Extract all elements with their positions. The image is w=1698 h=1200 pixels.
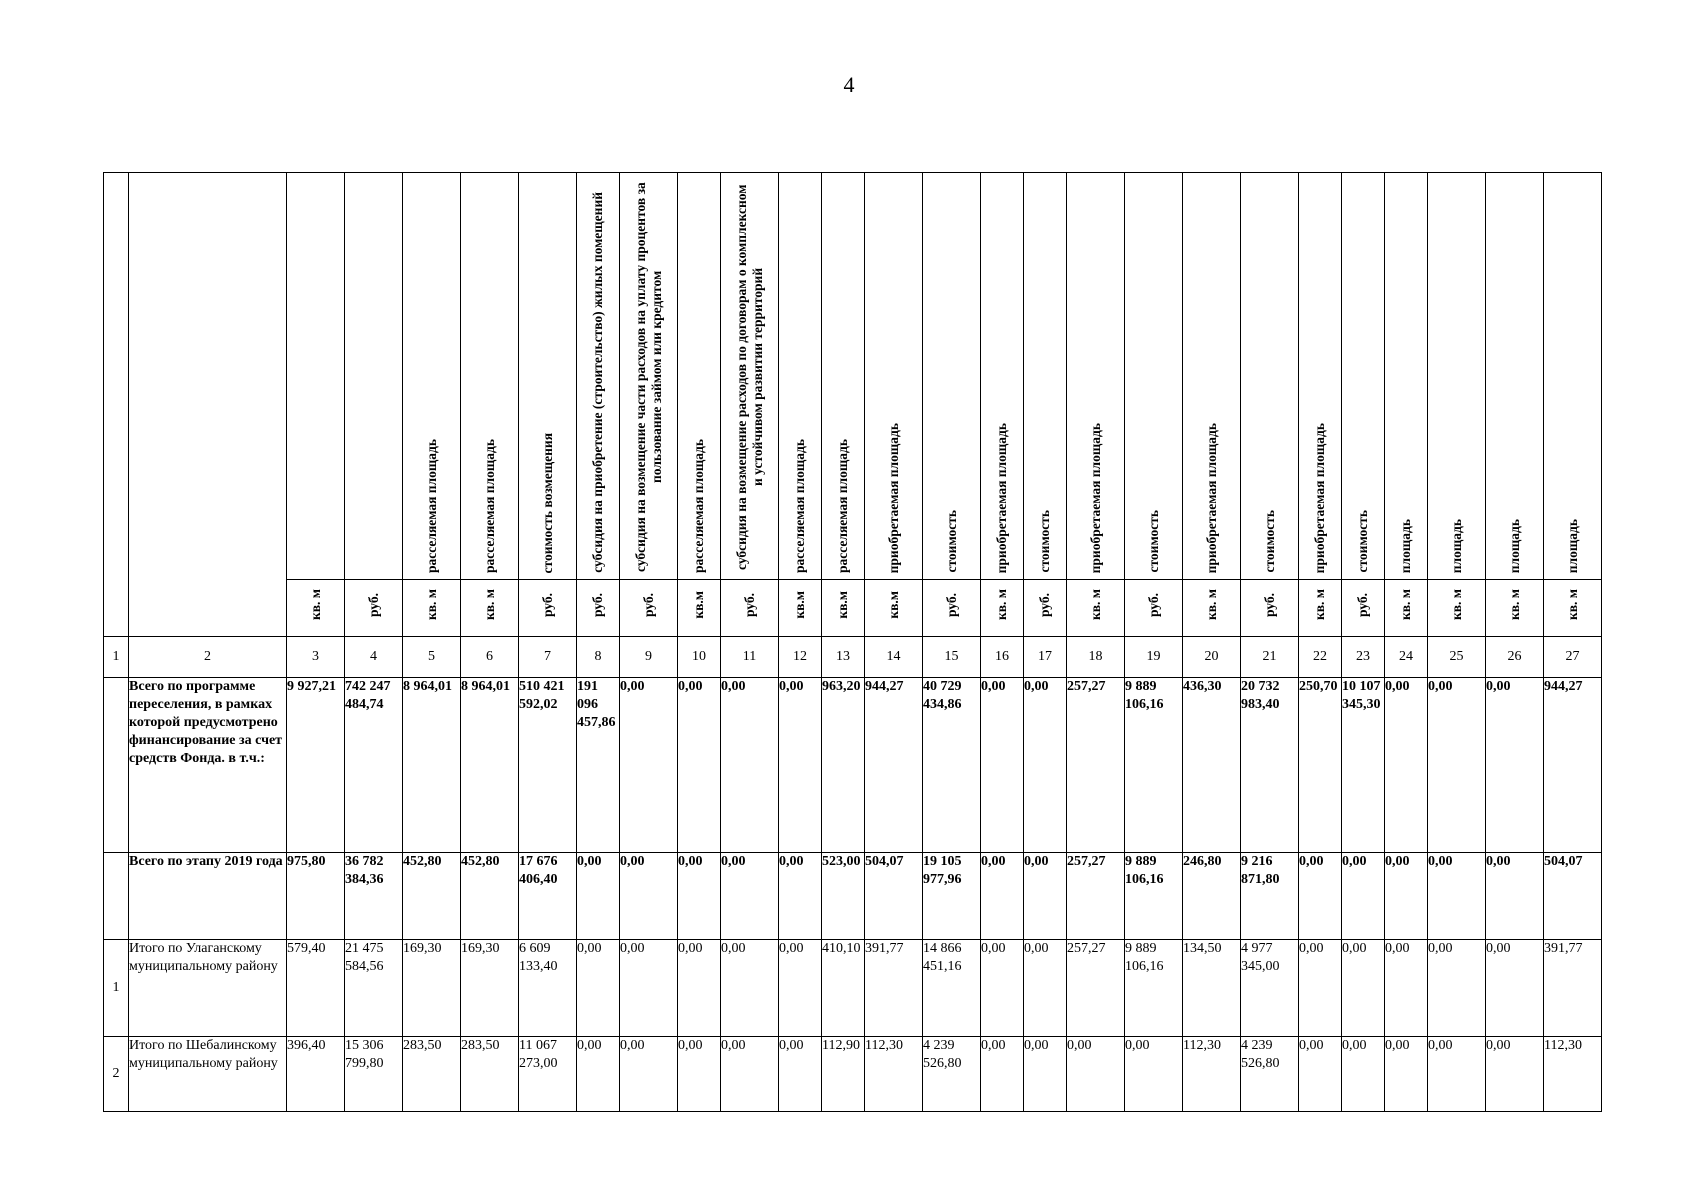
header-cell <box>345 173 403 580</box>
header-label: площадь <box>1564 518 1580 573</box>
unit-cell <box>721 580 779 637</box>
row-value: 169,30 <box>403 940 461 1037</box>
row-value: 436,30 <box>1183 678 1241 853</box>
unit-cell <box>779 580 822 637</box>
unit-cell <box>981 580 1024 637</box>
header-label: субсидия на возмещение части расходов на уплату процентов за пользование займом или кредитом <box>632 182 664 572</box>
column-number: 9 <box>620 637 678 678</box>
header-cell <box>287 173 345 580</box>
unit-cell <box>461 580 519 637</box>
header-cell <box>620 173 678 580</box>
unit-cell <box>1544 580 1602 637</box>
header-cell <box>923 173 981 580</box>
unit-cell <box>678 580 721 637</box>
unit-label: руб. <box>539 592 555 618</box>
resettlement-table <box>103 172 1602 1112</box>
row-value: 112,30 <box>1183 1037 1241 1112</box>
column-number: 20 <box>1183 637 1241 678</box>
unit-cell <box>519 580 577 637</box>
row-value: 0,00 <box>981 853 1024 940</box>
row-value: 0,00 <box>981 940 1024 1037</box>
row-value: 410,10 <box>822 940 865 1037</box>
header-cell <box>779 173 822 580</box>
header-cell <box>129 173 287 637</box>
row-value: 257,27 <box>1067 678 1125 853</box>
unit-label: руб. <box>1355 592 1370 618</box>
row-value: 8 964,01 <box>461 678 519 853</box>
header-cell <box>1544 173 1602 580</box>
row-value: 963,20 <box>822 678 865 853</box>
row-name: Всего по этапу 2019 года <box>129 853 287 940</box>
row-value: 504,07 <box>1544 853 1602 940</box>
column-number: 10 <box>678 637 721 678</box>
row-value: 0,00 <box>1299 853 1342 940</box>
row-value: 579,40 <box>287 940 345 1037</box>
row-value: 36 782 384,36 <box>345 853 403 940</box>
row-value: 0,00 <box>577 940 620 1037</box>
unit-label: руб. <box>1145 592 1161 618</box>
row-value: 0,00 <box>721 940 779 1037</box>
row-name: Всего по программе переселения, в рамках которой предусмотрено финансирование за счет средств Фонда. в т.ч.: <box>129 678 287 853</box>
unit-label: кв. м <box>423 589 439 621</box>
unit-label: кв. м <box>1564 589 1580 621</box>
header-cell <box>1067 173 1125 580</box>
row-value: 0,00 <box>721 853 779 940</box>
header-cell <box>1385 173 1428 580</box>
row-value: 134,50 <box>1183 940 1241 1037</box>
row-value: 0,00 <box>620 940 678 1037</box>
column-number: 4 <box>345 637 403 678</box>
header-cell <box>519 173 577 580</box>
row-value: 452,80 <box>403 853 461 940</box>
unit-cell <box>1024 580 1067 637</box>
header-label: стоимость <box>1261 510 1277 573</box>
row-value: 283,50 <box>403 1037 461 1112</box>
header-cell <box>981 173 1024 580</box>
row-value: 8 964,01 <box>403 678 461 853</box>
unit-cell <box>403 580 461 637</box>
page-number: 4 <box>843 72 855 97</box>
row-value: 17 676 406,40 <box>519 853 577 940</box>
unit-label: кв. м <box>1448 589 1464 621</box>
row-index <box>104 853 129 940</box>
row-value: 0,00 <box>1024 1037 1067 1112</box>
header-label: стоимость возмещения <box>539 432 555 573</box>
row-value: 0,00 <box>577 853 620 940</box>
row-value: 0,00 <box>1428 940 1486 1037</box>
row-value: 0,00 <box>779 1037 822 1112</box>
row-value: 112,30 <box>1544 1037 1602 1112</box>
row-value: 9 889 106,16 <box>1125 853 1183 940</box>
row-value: 9 889 106,16 <box>1125 940 1183 1037</box>
row-value: 4 977 345,00 <box>1241 940 1299 1037</box>
header-label: площадь <box>1398 518 1413 573</box>
header-cell <box>577 173 620 580</box>
row-value: 0,00 <box>981 678 1024 853</box>
column-number: 16 <box>981 637 1024 678</box>
header-cell <box>403 173 461 580</box>
unit-cell <box>923 580 981 637</box>
row-value: 257,27 <box>1067 940 1125 1037</box>
row-name: Итого по Улаганскому муниципальному району <box>129 940 287 1037</box>
column-number: 21 <box>1241 637 1299 678</box>
unit-cell <box>345 580 403 637</box>
header-cell <box>104 173 129 637</box>
unit-label: кв.м <box>792 591 807 619</box>
row-value: 6 609 133,40 <box>519 940 577 1037</box>
row-value: 283,50 <box>461 1037 519 1112</box>
row-value: 19 105 977,96 <box>923 853 981 940</box>
row-value: 391,77 <box>865 940 923 1037</box>
row-value: 0,00 <box>1342 1037 1385 1112</box>
row-value: 0,00 <box>1299 1037 1342 1112</box>
column-number: 14 <box>865 637 923 678</box>
unit-label: кв. м <box>1312 589 1327 621</box>
header-label: стоимость <box>943 510 959 573</box>
unit-label: руб. <box>1261 592 1277 618</box>
row-value: 944,27 <box>1544 678 1602 853</box>
column-number: 11 <box>721 637 779 678</box>
column-number: 1 <box>104 637 129 678</box>
column-numbers-row <box>104 637 1602 678</box>
header-cell <box>1486 173 1544 580</box>
unit-cell <box>822 580 865 637</box>
unit-label: руб. <box>590 592 605 618</box>
row-value: 4 239 526,80 <box>923 1037 981 1112</box>
row-value: 0,00 <box>1125 1037 1183 1112</box>
row-value: 0,00 <box>1342 940 1385 1037</box>
row-value: 0,00 <box>779 853 822 940</box>
row-value: 21 475 584,56 <box>345 940 403 1037</box>
row-value: 40 729 434,86 <box>923 678 981 853</box>
row-value: 0,00 <box>981 1037 1024 1112</box>
row-value: 10 107 345,30 <box>1342 678 1385 853</box>
unit-cell <box>620 580 678 637</box>
unit-label: кв.м <box>835 591 850 619</box>
row-value: 510 421 592,02 <box>519 678 577 853</box>
row-value: 0,00 <box>1428 853 1486 940</box>
unit-label: кв. м <box>481 589 497 621</box>
column-number: 6 <box>461 637 519 678</box>
row-value: 14 866 451,16 <box>923 940 981 1037</box>
header-cell <box>1299 173 1342 580</box>
header-label: расселяемая площадь <box>792 438 807 573</box>
unit-cell <box>1067 580 1125 637</box>
unit-cell <box>1428 580 1486 637</box>
unit-label: кв. м <box>1398 589 1413 621</box>
column-number: 18 <box>1067 637 1125 678</box>
table-row <box>104 1037 1602 1112</box>
column-number: 5 <box>403 637 461 678</box>
row-value: 112,30 <box>865 1037 923 1112</box>
column-number: 7 <box>519 637 577 678</box>
header-label: расселяемая площадь <box>423 438 439 573</box>
row-value: 504,07 <box>865 853 923 940</box>
row-value: 9 889 106,16 <box>1125 678 1183 853</box>
column-number: 23 <box>1342 637 1385 678</box>
row-value: 0,00 <box>678 940 721 1037</box>
row-value: 0,00 <box>1024 678 1067 853</box>
row-value: 0,00 <box>1486 1037 1544 1112</box>
header-cell <box>865 173 923 580</box>
row-value: 169,30 <box>461 940 519 1037</box>
header-label: приобретаемая площадь <box>1203 422 1219 573</box>
header-label: расселяемая площадь <box>835 438 850 573</box>
column-number: 2 <box>129 637 287 678</box>
row-value: 246,80 <box>1183 853 1241 940</box>
unit-label: кв. м <box>1203 589 1219 621</box>
unit-label: кв. м <box>1506 589 1522 621</box>
row-value: 975,80 <box>287 853 345 940</box>
row-index: 2 <box>104 1037 129 1112</box>
header-label: площадь <box>1448 518 1464 573</box>
unit-label: кв. м <box>307 589 323 621</box>
column-number: 19 <box>1125 637 1183 678</box>
row-value: 0,00 <box>620 1037 678 1112</box>
unit-cell <box>1486 580 1544 637</box>
column-number: 17 <box>1024 637 1067 678</box>
row-value: 112,90 <box>822 1037 865 1112</box>
row-value: 0,00 <box>1428 1037 1486 1112</box>
row-value: 0,00 <box>721 1037 779 1112</box>
column-number: 22 <box>1299 637 1342 678</box>
unit-label: руб. <box>1037 592 1052 618</box>
header-label: субсидия на приобретение (строительство) жилых помещений <box>590 192 605 573</box>
header-label: площадь <box>1506 518 1522 573</box>
unit-label: кв.м <box>691 591 706 619</box>
unit-label: руб. <box>741 592 757 618</box>
row-value: 4 239 526,80 <box>1241 1037 1299 1112</box>
row-value: 0,00 <box>1385 940 1428 1037</box>
row-value: 0,00 <box>1486 853 1544 940</box>
row-index <box>104 678 129 853</box>
header-cell <box>1125 173 1183 580</box>
row-value: 0,00 <box>577 1037 620 1112</box>
row-value: 0,00 <box>779 678 822 853</box>
header-label: стоимость <box>1145 510 1161 573</box>
header-label: приобретаемая площадь <box>885 422 901 573</box>
unit-cell <box>1183 580 1241 637</box>
header-cell <box>1183 173 1241 580</box>
row-value: 250,70 <box>1299 678 1342 853</box>
header-cell <box>1024 173 1067 580</box>
row-value: 523,00 <box>822 853 865 940</box>
unit-cell <box>1299 580 1342 637</box>
row-value: 391,77 <box>1544 940 1602 1037</box>
row-value: 0,00 <box>678 678 721 853</box>
row-value: 9 216 871,80 <box>1241 853 1299 940</box>
header-label: приобретаемая площадь <box>1312 422 1327 573</box>
header-cell <box>822 173 865 580</box>
row-value: 0,00 <box>1024 940 1067 1037</box>
row-value: 396,40 <box>287 1037 345 1112</box>
unit-label: кв. м <box>994 589 1009 621</box>
row-value: 0,00 <box>1067 1037 1125 1112</box>
row-value: 0,00 <box>1299 940 1342 1037</box>
unit-cell <box>287 580 345 637</box>
row-value: 0,00 <box>678 1037 721 1112</box>
row-value: 0,00 <box>1385 1037 1428 1112</box>
column-number: 15 <box>923 637 981 678</box>
row-value: 0,00 <box>1342 853 1385 940</box>
header-cell <box>1241 173 1299 580</box>
row-value: 452,80 <box>461 853 519 940</box>
table-row <box>104 853 1602 940</box>
row-value: 257,27 <box>1067 853 1125 940</box>
header-cell <box>1342 173 1385 580</box>
header-row <box>104 173 1602 580</box>
row-index: 1 <box>104 940 129 1037</box>
header-label: приобретаемая площадь <box>1087 422 1103 573</box>
header-cell <box>1428 173 1486 580</box>
row-value: 944,27 <box>865 678 923 853</box>
table-row <box>104 940 1602 1037</box>
row-value: 0,00 <box>1486 678 1544 853</box>
row-value: 15 306 799,80 <box>345 1037 403 1112</box>
row-value: 20 732 983,40 <box>1241 678 1299 853</box>
header-label: расселяемая площадь <box>481 438 497 573</box>
header-label: стоимость <box>1355 510 1370 573</box>
row-name: Итого по Шебалинскому муниципальному району <box>129 1037 287 1112</box>
row-value: 0,00 <box>678 853 721 940</box>
column-number: 8 <box>577 637 620 678</box>
row-value: 742 247 484,74 <box>345 678 403 853</box>
unit-label: руб. <box>640 592 656 618</box>
header-cell <box>678 173 721 580</box>
header-label: стоимость <box>1037 510 1052 573</box>
header-cell <box>721 173 779 580</box>
row-value: 0,00 <box>1428 678 1486 853</box>
units-row <box>104 580 1602 637</box>
header-label: субсидия на возмещение расходов по договорам о комплексном и устойчивом развитии территорий <box>733 184 765 570</box>
header-cell <box>461 173 519 580</box>
row-value: 0,00 <box>721 678 779 853</box>
unit-cell <box>1385 580 1428 637</box>
column-number: 12 <box>779 637 822 678</box>
unit-cell <box>1342 580 1385 637</box>
row-value: 0,00 <box>1024 853 1067 940</box>
column-number: 25 <box>1428 637 1486 678</box>
unit-label: руб. <box>943 592 959 618</box>
row-value: 0,00 <box>620 678 678 853</box>
column-number: 24 <box>1385 637 1428 678</box>
unit-cell <box>1241 580 1299 637</box>
header-label: расселяемая площадь <box>691 438 706 573</box>
table-row <box>104 678 1602 853</box>
row-value: 191 096 457,86 <box>577 678 620 853</box>
unit-label: руб. <box>365 592 381 618</box>
row-value: 0,00 <box>620 853 678 940</box>
unit-cell <box>1125 580 1183 637</box>
row-value: 0,00 <box>1385 853 1428 940</box>
unit-label: кв. м <box>1087 589 1103 621</box>
row-value: 0,00 <box>779 940 822 1037</box>
column-number: 26 <box>1486 637 1544 678</box>
unit-label: кв.м <box>885 591 901 619</box>
unit-cell <box>865 580 923 637</box>
column-number: 13 <box>822 637 865 678</box>
row-value: 9 927,21 <box>287 678 345 853</box>
row-value: 0,00 <box>1486 940 1544 1037</box>
header-label: приобретаемая площадь <box>994 422 1009 573</box>
row-value: 11 067 273,00 <box>519 1037 577 1112</box>
unit-cell <box>577 580 620 637</box>
row-value: 0,00 <box>1385 678 1428 853</box>
column-number: 27 <box>1544 637 1602 678</box>
column-number: 3 <box>287 637 345 678</box>
